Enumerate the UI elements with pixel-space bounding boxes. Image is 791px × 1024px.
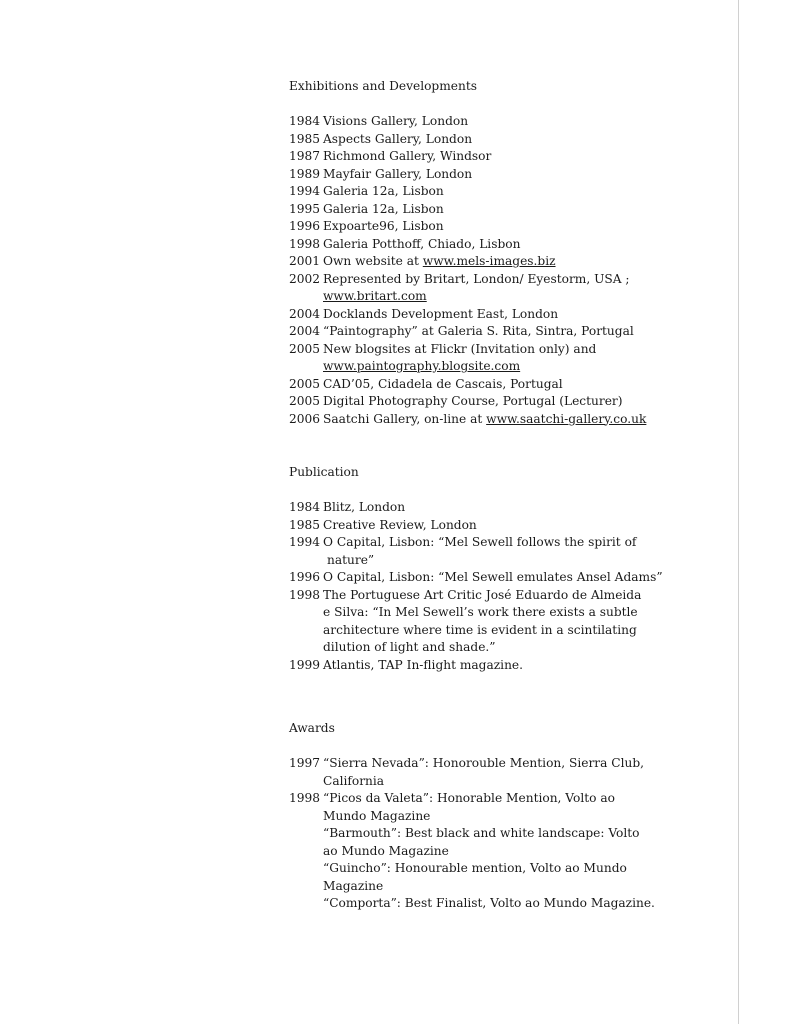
entry-text: ao Mundo Magazine xyxy=(323,843,449,858)
entry-text: O Capital, Lisbon: “Mel Sewell emulates Ansel Adams” xyxy=(323,570,663,584)
website-link[interactable]: www.mels-images.biz xyxy=(422,254,556,268)
list-item xyxy=(289,499,719,517)
saatchi-link[interactable]: www.saatchi-gallery.co.uk xyxy=(486,411,647,426)
list-item xyxy=(289,657,719,675)
entry-year: 1999 xyxy=(289,657,321,672)
list-item xyxy=(289,271,719,306)
entry-text: “Picos da Valeta”: Honorable Mention, Volto ao xyxy=(323,791,615,805)
entry-year: 1997 xyxy=(289,756,321,770)
entry-text: Creative Review, London xyxy=(323,517,477,532)
paintography-link[interactable]: www.paintography.blogsite.com xyxy=(323,359,521,373)
exhibitions-list xyxy=(289,113,719,428)
entry-year: 2004 xyxy=(289,306,321,321)
entry-year: 1989 xyxy=(289,166,321,181)
entry-text: Blitz, London xyxy=(323,500,406,514)
entry-text: “Guincho”: Honourable mention, Volto ao Mundo xyxy=(323,861,627,875)
page-edge-divider xyxy=(738,0,739,1024)
entry-year: 1998 xyxy=(289,587,321,602)
entry-year: 1996 xyxy=(289,219,321,233)
list-item xyxy=(289,113,719,131)
exhibitions-title: Exhibitions and Developments xyxy=(289,79,478,93)
list-item xyxy=(289,755,719,790)
list-item xyxy=(289,148,719,166)
entry-text: Saatchi Gallery, on-line at xyxy=(323,411,487,426)
entry-text: Magazine xyxy=(323,878,384,893)
entry-year: 2001 xyxy=(289,254,321,268)
publication-section xyxy=(289,464,719,674)
entry-text: Richmond Gallery, Windsor xyxy=(323,149,492,163)
entry-text: Aspects Gallery, London xyxy=(323,131,473,146)
entry-year: 1984 xyxy=(289,114,321,128)
entry-text: Digital Photography Course, Portugal (Lecturer) xyxy=(323,394,623,408)
awards-title: Awards xyxy=(289,721,335,735)
list-item xyxy=(289,587,719,657)
awards-section xyxy=(289,720,719,913)
entry-year: 1984 xyxy=(289,500,321,514)
entry-year: 1985 xyxy=(289,517,321,532)
list-item xyxy=(289,183,719,201)
entry-year: 1998 xyxy=(289,791,321,805)
entry-text: dilution of light and shade.” xyxy=(323,640,496,654)
entry-text: CAD’05, Cidadela de Cascais, Portugal xyxy=(323,376,563,391)
list-item xyxy=(289,131,719,149)
entry-text: Galeria 12a, Lisbon xyxy=(323,184,444,198)
awards-list xyxy=(289,755,719,913)
entry-year: 2002 xyxy=(289,271,321,286)
entry-text: “Comporta”: Best Finalist, Volto ao Mundo Magazine. xyxy=(323,896,655,910)
entry-text: O Capital, Lisbon: “Mel Sewell follows the spirit of xyxy=(323,535,637,549)
publication-title: Publication xyxy=(289,465,359,479)
entry-text: Mayfair Gallery, London xyxy=(323,166,473,181)
entry-year: 1994 xyxy=(289,184,321,198)
document-content xyxy=(289,78,719,913)
entry-text: Galeria 12a, Lisbon xyxy=(323,201,444,216)
publication-list xyxy=(289,499,719,674)
entry-text: e Silva: “In Mel Sewell’s work there exists a subtle xyxy=(323,605,638,619)
entry-text: architecture where time is evident in a scintilating xyxy=(323,622,637,637)
entry-text: Own website at xyxy=(323,254,423,268)
list-item xyxy=(289,790,719,913)
entry-text: The Portuguese Art Critic José Eduardo de Almeida xyxy=(323,587,642,602)
entry-text: Visions Gallery, London xyxy=(323,114,469,128)
entry-text: Represented by Britart, London/ Eyestorm, USA ; xyxy=(323,271,630,286)
list-item xyxy=(289,166,719,184)
entry-year: 2006 xyxy=(289,411,321,426)
list-item xyxy=(289,411,719,429)
entry-text: Atlantis, TAP In-flight magazine. xyxy=(323,657,524,672)
entry-text: “Sierra Nevada”: Honorouble Mention, Sierra Club, xyxy=(323,756,645,770)
entry-text: “Paintography” at Galeria S. Rita, Sintra, Portugal xyxy=(323,324,634,338)
list-item xyxy=(289,376,719,394)
entry-text: Expoarte96, Lisbon xyxy=(323,219,444,233)
entry-year: 1996 xyxy=(289,570,321,584)
entry-text: California xyxy=(323,773,385,788)
entry-year: 1995 xyxy=(289,201,321,216)
entry-year: 2004 xyxy=(289,324,321,338)
entry-text: Mundo Magazine xyxy=(323,808,431,823)
entry-text: “Barmouth”: Best black and white landscape: Volto xyxy=(323,826,640,840)
entry-year: 2005 xyxy=(289,376,321,391)
entry-year: 1985 xyxy=(289,131,321,146)
entry-year: 2005 xyxy=(289,394,321,408)
entry-year: 2005 xyxy=(289,341,321,356)
entry-year: 1998 xyxy=(289,236,321,251)
entry-year: 1987 xyxy=(289,149,321,163)
list-item xyxy=(289,323,719,341)
list-item xyxy=(289,534,719,569)
list-item xyxy=(289,393,719,411)
list-item xyxy=(289,218,719,236)
britart-link[interactable]: www.britart.com xyxy=(323,289,427,303)
entry-text: New blogsites at Flickr (Invitation only) and xyxy=(323,341,597,356)
entry-text: nature” xyxy=(327,552,375,567)
entry-year: 1994 xyxy=(289,535,321,549)
list-item xyxy=(289,569,719,587)
list-item xyxy=(289,341,719,376)
list-item xyxy=(289,253,719,271)
entry-text: Galeria Potthoff, Chiado, Lisbon xyxy=(323,236,521,251)
entry-text: Docklands Development East, London xyxy=(323,306,559,321)
list-item xyxy=(289,306,719,324)
exhibitions-section xyxy=(289,78,719,428)
list-item xyxy=(289,236,719,254)
list-item xyxy=(289,517,719,535)
list-item xyxy=(289,201,719,219)
